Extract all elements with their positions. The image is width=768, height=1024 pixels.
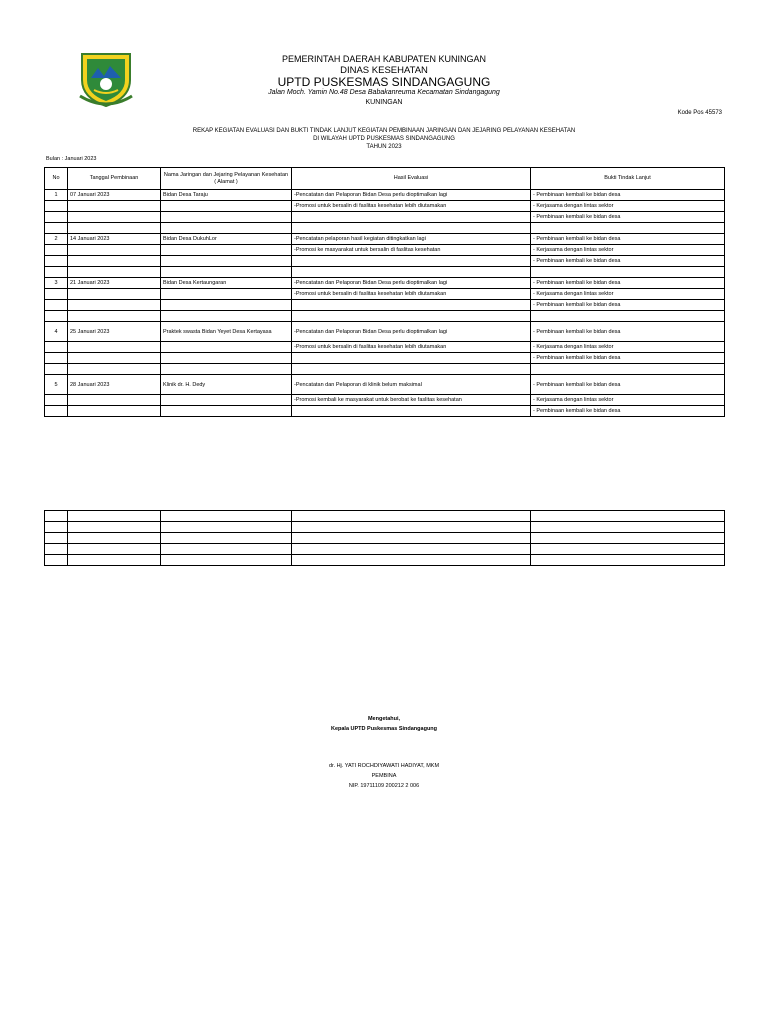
- cell-no: 1: [45, 190, 68, 201]
- blank-table-body: [45, 511, 725, 566]
- cell-hasil: -Promosi untuk bersalin di faslitas kesehatan lebih diutamakan: [292, 289, 531, 300]
- table-row: [45, 375, 725, 395]
- header-nama-jaringan: Nama Jaringan dan Jejaring Pelayanan Kesehatan ( Alamat ): [161, 168, 292, 190]
- cell-nama: [161, 353, 292, 364]
- cell-tanggal: [68, 245, 161, 256]
- table-row: [45, 406, 725, 417]
- document-title: [100, 127, 668, 151]
- cell-hasil: [292, 311, 531, 322]
- cell-bukti: [531, 311, 725, 322]
- blank-cell: [531, 544, 725, 555]
- cell-hasil: [292, 406, 531, 417]
- cell-no: [45, 201, 68, 212]
- cell-bukti: - Pembinaan kembali ke bidan desa: [531, 212, 725, 223]
- table-row: [45, 223, 725, 234]
- blank-row: [45, 544, 725, 555]
- cell-no: [45, 245, 68, 256]
- postal-code: Kode Pos 45573: [677, 110, 722, 116]
- cell-tanggal: 21 Januari 2023: [68, 278, 161, 289]
- cell-no: 5: [45, 375, 68, 395]
- blank-cell: [68, 555, 161, 566]
- cell-tanggal: [68, 201, 161, 212]
- cell-hasil: -Pencatatan pelaporan hasil kegiatan ditingkatkan lagi: [292, 234, 531, 245]
- cell-no: [45, 395, 68, 406]
- table-row: [45, 256, 725, 267]
- cell-hasil: [292, 300, 531, 311]
- cell-tanggal: [68, 311, 161, 322]
- cell-tanggal: [68, 267, 161, 278]
- signature-jabatan: Kepala UPTD Puskesmas Sindangagung: [330, 726, 438, 732]
- cell-bukti: - Pembinaan kembali ke bidan desa: [531, 256, 725, 267]
- cell-nama: Praktek swasta Bidan Yeyet Desa Kertayasa: [161, 322, 292, 342]
- header-city: KUNINGAN: [365, 99, 403, 106]
- blank-cell: [45, 544, 68, 555]
- blank-cell: [68, 522, 161, 533]
- cell-bukti: [531, 267, 725, 278]
- blank-cell: [68, 544, 161, 555]
- cell-hasil: [292, 364, 531, 375]
- cell-nama: Bidan Desa Taraju: [161, 190, 292, 201]
- blank-cell: [45, 511, 68, 522]
- blank-cell: [531, 555, 725, 566]
- blank-cell: [45, 555, 68, 566]
- cell-no: [45, 256, 68, 267]
- blank-cell: [68, 533, 161, 544]
- cell-hasil: -Pencatatan dan Pelaporan Bidan Desa perlu dioptimalkan lagi: [292, 322, 531, 342]
- table-header-row: [45, 168, 725, 190]
- title-line-1: REKAP KEGIATAN EVALUASI DAN BUKTI TINDAK LANJUT KEGIATAN PEMBINAAN JARINGAN DAN JEJARING PELAYANAN KESEHATAN: [192, 128, 576, 134]
- cell-no: 2: [45, 234, 68, 245]
- cell-nama: [161, 201, 292, 212]
- cell-nama: [161, 364, 292, 375]
- cell-nama: [161, 256, 292, 267]
- cell-tanggal: [68, 364, 161, 375]
- cell-nama: [161, 342, 292, 353]
- cell-no: [45, 223, 68, 234]
- header-bukti-tindak-lanjut: Bukti Tindak Lanjut: [531, 168, 725, 190]
- cell-no: [45, 364, 68, 375]
- table-body: [45, 190, 725, 417]
- cell-hasil: [292, 212, 531, 223]
- cell-tanggal: [68, 223, 161, 234]
- cell-no: [45, 267, 68, 278]
- header-puskesmas: UPTD PUSKESMAS SINDANGAGUNG: [277, 75, 491, 89]
- cell-tanggal: [68, 406, 161, 417]
- cell-hasil: -Pencatatan dan Pelaporan Bidan Desa perlu dioptimalkan lagi: [292, 278, 531, 289]
- blank-cell: [161, 533, 292, 544]
- header-hasil-evaluasi: Hasil Evaluasi: [292, 168, 531, 190]
- table-row: [45, 267, 725, 278]
- month-label: Bulan : Januari 2023: [46, 156, 97, 162]
- cell-bukti: - Pembinaan kembali ke bidan desa: [531, 406, 725, 417]
- title-line-3: TAHUN 2023: [366, 144, 402, 150]
- table-row: [45, 342, 725, 353]
- cell-hasil: [292, 267, 531, 278]
- table-row: [45, 300, 725, 311]
- cell-nama: Bidan Desa Kertaungaran: [161, 278, 292, 289]
- signature-nip: NIP. 19711109 200212 2 006: [348, 783, 420, 789]
- cell-bukti: - Pembinaan kembali ke bidan desa: [531, 353, 725, 364]
- cell-nama: Klinik dr. H. Dedy: [161, 375, 292, 395]
- cell-no: [45, 289, 68, 300]
- cell-bukti: - Pembinaan kembali ke bidan desa: [531, 190, 725, 201]
- blank-cell: [161, 555, 292, 566]
- cell-bukti: - Kerjasama dengan lintas sektor: [531, 245, 725, 256]
- table-row: [45, 190, 725, 201]
- blank-cell: [161, 511, 292, 522]
- blank-cell: [45, 522, 68, 533]
- table-row: [45, 364, 725, 375]
- cell-bukti: [531, 223, 725, 234]
- table-row: [45, 201, 725, 212]
- cell-no: [45, 353, 68, 364]
- cell-tanggal: [68, 353, 161, 364]
- blank-cell: [292, 522, 531, 533]
- cell-nama: [161, 267, 292, 278]
- cell-no: 4: [45, 322, 68, 342]
- kabupaten-emblem-logo: [76, 50, 136, 108]
- cell-no: [45, 406, 68, 417]
- table-row: [45, 395, 725, 406]
- signature-nama: dr. Hj. YATI ROCHDIYAWATI HADIYAT, MKM: [328, 763, 440, 769]
- blank-row: [45, 511, 725, 522]
- cell-hasil: -Promosi untuk bersalin di faslitas kesehatan lebih diutamakan: [292, 201, 531, 212]
- cell-hasil: -Promosi ke masyarakat untuk bersalin di faslitas kesehatan: [292, 245, 531, 256]
- evaluation-table: [44, 167, 725, 417]
- blank-table: [44, 510, 725, 566]
- cell-tanggal: 07 Januari 2023: [68, 190, 161, 201]
- cell-tanggal: [68, 300, 161, 311]
- cell-nama: [161, 300, 292, 311]
- table-row: [45, 353, 725, 364]
- cell-nama: [161, 289, 292, 300]
- cell-nama: [161, 395, 292, 406]
- cell-bukti: - Pembinaan kembali ke bidan desa: [531, 375, 725, 395]
- header-department: DINAS KESEHATAN: [340, 65, 428, 76]
- cell-nama: [161, 223, 292, 234]
- header-no: No: [45, 168, 68, 190]
- header-government: PEMERINTAH DAERAH KABUPATEN KUNINGAN: [281, 54, 487, 64]
- cell-tanggal: 28 Januari 2023: [68, 375, 161, 395]
- cell-tanggal: [68, 342, 161, 353]
- table-row: [45, 234, 725, 245]
- table-row: [45, 278, 725, 289]
- cell-no: [45, 300, 68, 311]
- cell-bukti: - Kerjasama dengan lintas sektor: [531, 342, 725, 353]
- cell-bukti: - Pembinaan kembali ke bidan desa: [531, 278, 725, 289]
- header-tanggal: Tanggal Pembinaan: [68, 168, 161, 190]
- cell-no: [45, 342, 68, 353]
- cell-tanggal: 25 Januari 2023: [68, 322, 161, 342]
- cell-tanggal: [68, 395, 161, 406]
- cell-nama: [161, 245, 292, 256]
- cell-hasil: [292, 256, 531, 267]
- table-row: [45, 245, 725, 256]
- blank-row: [45, 522, 725, 533]
- blank-cell: [292, 544, 531, 555]
- cell-no: 3: [45, 278, 68, 289]
- blank-cell: [531, 511, 725, 522]
- blank-cell: [292, 555, 531, 566]
- cell-no: [45, 311, 68, 322]
- cell-nama: [161, 311, 292, 322]
- cell-nama: Bidan Desa DukuhLor: [161, 234, 292, 245]
- cell-tanggal: [68, 212, 161, 223]
- cell-bukti: [531, 364, 725, 375]
- cell-bukti: - Pembinaan kembali ke bidan desa: [531, 300, 725, 311]
- signature-pangkat: PEMBINA: [371, 773, 397, 779]
- blank-cell: [68, 511, 161, 522]
- blank-cell: [161, 544, 292, 555]
- blank-row: [45, 555, 725, 566]
- cell-no: [45, 212, 68, 223]
- blank-cell: [531, 522, 725, 533]
- signature-mengetahui: Mengetahui,: [367, 716, 401, 722]
- cell-bukti: - Kerjasama dengan lintas sektor: [531, 395, 725, 406]
- cell-nama: [161, 212, 292, 223]
- cell-hasil: [292, 223, 531, 234]
- cell-hasil: [292, 353, 531, 364]
- cell-bukti: - Kerjasama dengan lintas sektor: [531, 201, 725, 212]
- blank-row: [45, 533, 725, 544]
- table-row: [45, 311, 725, 322]
- table-row: [45, 212, 725, 223]
- cell-bukti: - Kerjasama dengan lintas sektor: [531, 289, 725, 300]
- blank-cell: [292, 511, 531, 522]
- cell-bukti: - Pembinaan kembali ke bidan desa: [531, 234, 725, 245]
- cell-tanggal: [68, 289, 161, 300]
- title-line-2: DI WILAYAH UPTD PUSKESMAS SINDANGAGUNG: [313, 136, 455, 142]
- blank-cell: [45, 533, 68, 544]
- table-row: [45, 289, 725, 300]
- cell-hasil: -Promosi untuk bersalin di faslitas kesehatan lebih diutamakan: [292, 342, 531, 353]
- cell-hasil: -Pencatatan dan Pelaporan di klinik belum maksimal: [292, 375, 531, 395]
- blank-cell: [292, 533, 531, 544]
- cell-bukti: - Pembinaan kembali ke bidan desa: [531, 322, 725, 342]
- cell-tanggal: 14 Januari 2023: [68, 234, 161, 245]
- cell-tanggal: [68, 256, 161, 267]
- blank-cell: [531, 533, 725, 544]
- cell-nama: [161, 406, 292, 417]
- cell-hasil: -Pencatatan dan Pelaporan Bidan Desa perlu dioptimalkan lagi: [292, 190, 531, 201]
- cell-hasil: -Promosi kembali ke masyarakat untuk berobat ke faslitas kesehatan: [292, 395, 531, 406]
- table-row: [45, 322, 725, 342]
- blank-cell: [161, 522, 292, 533]
- header-address: Jalan Moch. Yamin No.48 Desa Babakanreuma Kecamatan Sindangagung: [268, 89, 500, 96]
